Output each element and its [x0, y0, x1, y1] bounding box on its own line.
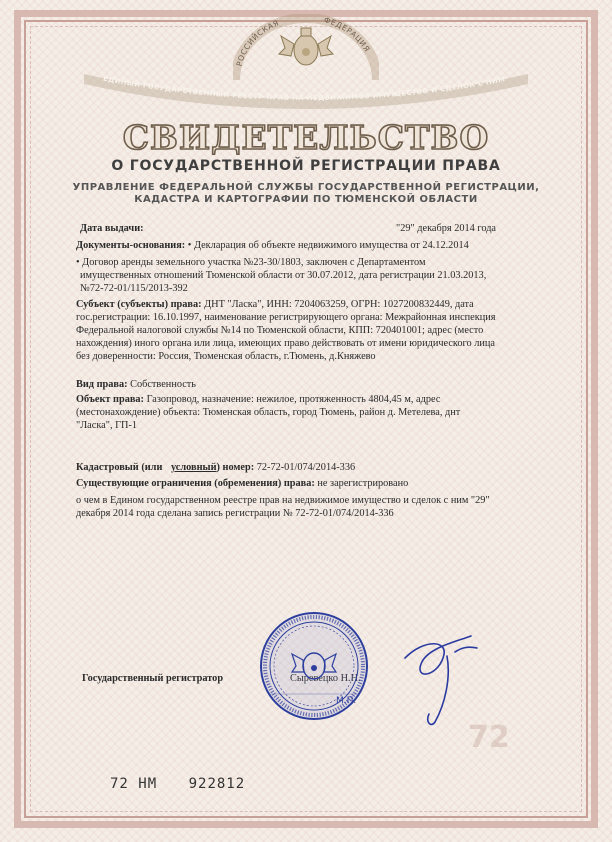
- cadastral-number: 72-72-01/074/2014-336: [256, 462, 356, 473]
- restrictions-value: не зарегистрировано: [317, 478, 409, 489]
- cadastral-label-end: ) номер:: [216, 462, 255, 473]
- form-series: 72 НМ: [110, 776, 158, 792]
- subject-value-1: ДНТ "Ласка", ИНН: 7204063259, ОГРН: 1027200832449, дата: [204, 299, 474, 310]
- registrar-label: Государственный регистратор: [82, 673, 224, 684]
- double-headed-eagle-icon: [279, 28, 333, 65]
- object-line1: [76, 393, 440, 406]
- restrictions-label: Существующие ограничения (обременения) права:: [76, 478, 315, 489]
- arc-right-text: ФЕДЕРАЦИЯ: [322, 15, 372, 54]
- certificate-subtitle: О ГОСУДАРСТВЕННОЙ РЕГИСТРАЦИИ ПРАВА: [111, 158, 501, 174]
- issue-date-label: Дата выдачи:: [80, 223, 144, 234]
- right-type-line: [76, 378, 196, 391]
- record-line2: декабря 2014 года сделана запись регистрации № 72-72-01/074/2014-336: [76, 508, 394, 519]
- subject-label: Субъект (субъекты) права:: [76, 299, 202, 310]
- documents-label: Документы-основания:: [76, 240, 186, 251]
- cadastral-line: [76, 461, 355, 474]
- issue-date-value: "29" декабря 2014 года: [396, 223, 496, 234]
- organization-line1: УПРАВЛЕНИЕ ФЕДЕРАЛЬНОЙ СЛУЖБЫ ГОСУДАРСТВЕННОЙ РЕГИСТРАЦИИ,: [72, 182, 540, 193]
- svg-text:ФЕДЕРАЦИЯ: [323, 15, 372, 53]
- documents-line: [76, 239, 469, 252]
- record-line1: о чем в Едином государственном реестре прав на недвижимое имущество и сделок с ним "29": [76, 495, 490, 506]
- seal-letters: М.П.: [336, 696, 357, 706]
- object-label: Объект права:: [76, 394, 144, 405]
- subject-line4: нахождения) иного органа или лица, имеющих право действовать от имени юридического лица: [76, 338, 495, 349]
- form-serial: [110, 776, 245, 792]
- registry-banner-text: ЕДИНЫЙ ГОСУДАРСТВЕННЫЙ РЕЕСТР ПРАВ НА НЕДВИЖИМОЕ ИМУЩЕСТВО И СДЕЛОК С НИМ: [102, 74, 506, 103]
- object-line3: "Ласка", ГП-1: [76, 420, 138, 431]
- signature: [395, 618, 485, 728]
- arc-left-text: РОССИЙСКАЯ: [234, 18, 281, 68]
- right-type-value: Собственность: [130, 379, 196, 390]
- document-item-1: • Декларация об объекте недвижимого имущества от 24.12.2014: [187, 240, 469, 251]
- right-type-label: Вид права:: [76, 379, 128, 390]
- document-item-2-line2: имущественных отношений Тюменской области от 30.07.2012, дата регистрации 21.03.2013,: [80, 270, 487, 281]
- subject-line3: Федеральной налоговой службы №14 по Тюменской области, КПП: 720401001; адрес (место: [76, 325, 484, 336]
- registry-banner: [80, 64, 532, 120]
- subject-line2: гос.регистрации: 16.10.1997, наименование регистрирующего органа: Межрайонная инспекция: [76, 312, 496, 323]
- document-item-2-line3: №72-72-01/115/2013-392: [80, 283, 188, 294]
- restrictions-line: [76, 477, 408, 490]
- object-value-1: Газопровод, назначение: нежилое, протяженность 4804,45 м, адрес: [146, 394, 441, 405]
- document-item-2-line1: • Договор аренды земельного участка №23-30/1803, заключен с Департаментом: [76, 257, 426, 268]
- cadastral-label-start: Кадастровый (или: [76, 462, 163, 473]
- organization-line2: КАДАСТРА И КАРТОГРАФИИ ПО ТЮМЕНСКОЙ ОБЛАСТИ: [134, 194, 478, 205]
- certificate-title: СВИДЕТЕЛЬСТВО: [122, 118, 490, 157]
- form-number: 922812: [188, 776, 246, 792]
- cadastral-label-underlined: условный: [170, 462, 217, 473]
- object-line2: (местонахождение) объекта: Тюменская область, город Тюмень, район д. Метелева, днт: [76, 407, 461, 418]
- subject-line5: без доверенности: Россия, Тюменская область, г.Тюмень, д.Княжево: [76, 351, 376, 362]
- region-watermark: 72: [468, 720, 510, 755]
- subject-line1: [76, 298, 474, 311]
